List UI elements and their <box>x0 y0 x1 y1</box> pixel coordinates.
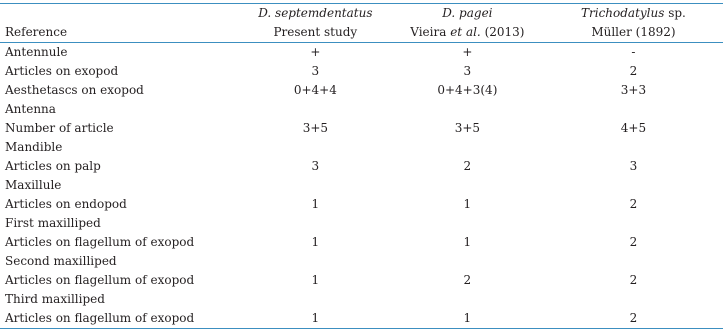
cell-value: 1 <box>391 309 544 329</box>
cell-value <box>391 252 544 271</box>
cell-value: 2 <box>463 273 472 287</box>
table-row <box>0 233 723 252</box>
row-label: Articles on exopod <box>5 64 119 78</box>
cell-value: 4+5 <box>620 121 647 135</box>
row-label: First maxilliped <box>5 216 101 230</box>
cell-value <box>391 100 544 119</box>
cell-value: 3+5 <box>454 121 481 135</box>
row-label: Antenna <box>5 102 56 116</box>
cell-value: 1 <box>240 309 391 329</box>
cell-value: 1 <box>311 273 320 287</box>
cell-value <box>240 252 391 271</box>
cell-value <box>391 176 544 195</box>
row-label: Antennule <box>5 45 68 59</box>
table-row <box>0 119 723 138</box>
row-label: Articles on palp <box>5 159 101 173</box>
table-row <box>0 43 723 63</box>
cell-value: 0+4+3(4) <box>437 83 498 97</box>
reference-1: Present study <box>240 23 391 43</box>
row-label: Articles on flagellum of exopod <box>5 273 195 287</box>
cell-value <box>240 214 391 233</box>
cell-value: 3 <box>629 159 638 173</box>
comparison-table <box>0 3 723 329</box>
cell-value: 0+4+4 <box>293 83 337 97</box>
cell-value: 1 <box>463 235 472 249</box>
cell-value: 1 <box>311 197 320 211</box>
table-row <box>0 252 723 271</box>
cell-value: + <box>462 45 473 59</box>
cell-value: 3 <box>311 64 320 78</box>
table-row <box>0 214 723 233</box>
table-row <box>0 195 723 214</box>
cell-value: - <box>631 45 636 59</box>
row-label: Number of article <box>5 121 114 135</box>
cell-value: 1 <box>463 197 472 211</box>
table-row <box>0 62 723 81</box>
cell-value <box>240 138 391 157</box>
cell-value: 2 <box>544 309 723 329</box>
cell-value <box>544 290 723 309</box>
cell-value <box>544 214 723 233</box>
cell-value <box>544 138 723 157</box>
species-header-blank <box>0 4 240 24</box>
row-label: Maxillule <box>5 178 62 192</box>
row-label: Articles on endopod <box>5 197 127 211</box>
cell-value: 2 <box>463 159 472 173</box>
cell-value <box>240 100 391 119</box>
row-label: Aesthetascs on exopod <box>5 83 144 97</box>
species-header-row <box>0 4 723 24</box>
table-row <box>0 271 723 290</box>
cell-value <box>391 290 544 309</box>
row-label: Third maxilliped <box>5 292 105 306</box>
reference-3: Müller (1892) <box>544 23 723 43</box>
row-label: Articles on flagellum of exopod <box>5 235 195 249</box>
cell-value <box>240 176 391 195</box>
cell-value: 2 <box>629 273 638 287</box>
cell-value: 1 <box>311 235 320 249</box>
table-row <box>0 81 723 100</box>
cell-value <box>544 100 723 119</box>
reference-2: Vieira et al. (2013) <box>391 23 544 43</box>
cell-value: 2 <box>629 235 638 249</box>
table-row <box>0 290 723 309</box>
cell-value <box>391 214 544 233</box>
species-header-1: D. septemdentatus <box>240 4 391 24</box>
table-row <box>0 176 723 195</box>
table-row <box>0 157 723 176</box>
cell-value: + <box>310 45 321 59</box>
row-label: Mandible <box>5 140 63 154</box>
cell-value <box>240 290 391 309</box>
table-row <box>0 309 723 329</box>
row-label: Articles on flagellum of exopod <box>0 309 240 329</box>
reference-header-row <box>0 23 723 43</box>
cell-value <box>544 176 723 195</box>
cell-value: 2 <box>629 64 638 78</box>
cell-value <box>544 252 723 271</box>
cell-value: 2 <box>629 197 638 211</box>
table-row <box>0 138 723 157</box>
cell-value: 3 <box>463 64 472 78</box>
cell-value <box>391 138 544 157</box>
row-label: Second maxilliped <box>5 254 117 268</box>
cell-value: 3 <box>311 159 320 173</box>
species-header-3: Trichodatylus sp. <box>544 4 723 24</box>
species-header-2: D. pagei <box>391 4 544 24</box>
reference-label: Reference <box>0 23 240 43</box>
cell-value: 3+5 <box>302 121 329 135</box>
table-row <box>0 100 723 119</box>
cell-value: 3+3 <box>620 83 647 97</box>
